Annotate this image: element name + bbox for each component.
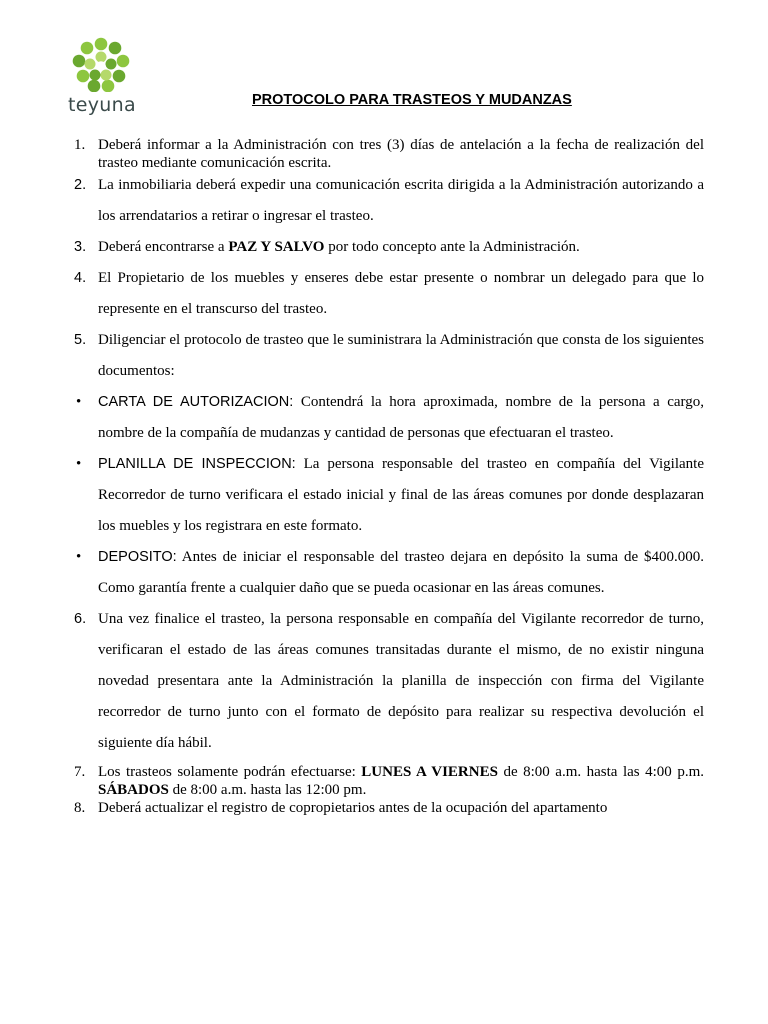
bullet-label: DEPOSITO: [98, 549, 177, 565]
item-text: El Propietario de los muebles y enseres debe estar presente o nombrar un delegado para que lo represente en el transcurso del trasteo. [98, 270, 704, 317]
bullet-label: CARTA DE AUTORIZACION: [98, 394, 294, 410]
item-text: Deberá actualizar el registro de copropietarios antes de la ocupación del apartamento [98, 800, 608, 816]
bullet-item [70, 449, 704, 542]
list-item [70, 232, 704, 263]
page-title: PROTOCOLO PARA TRASTEOS Y MUDANZAS [252, 92, 572, 108]
item-emphasis: SÁBADOS [98, 782, 169, 798]
flower-logo-icon [68, 36, 134, 92]
bullet-marker: • [76, 394, 82, 410]
bullet-label: PLANILLA DE INSPECCION: [98, 456, 296, 472]
bullet-text: Contendrá la hora aproximada, nombre de la persona a cargo, nombre de la compañía de mudanzas y cantidad de personas que efectuaran el trasteo. [98, 394, 704, 441]
item-emphasis: PAZ Y SALVO [228, 239, 325, 255]
list-item [70, 136, 704, 172]
item-text: La inmobiliaria deberá expedir una comunicación escrita dirigida a la Administración autorizando a los arrendatarios a retirar o ingresar el trasteo. [98, 177, 704, 224]
list-item [70, 604, 704, 759]
list-item [70, 170, 704, 232]
item-text: por todo concepto ante la Administración. [324, 239, 580, 255]
item-emphasis: LUNES A VIERNES [361, 764, 498, 780]
bullet-marker: • [76, 549, 82, 565]
bullet-text: La persona responsable del trasteo en compañía del Vigilante Recorredor de turno verificara el estado inicial y final de las áreas comunes por donde desplazaran los muebles y los registrara en este formato. [98, 456, 705, 534]
list-item [70, 325, 704, 387]
item-text: Deberá encontrarse a [98, 239, 229, 255]
item-number: 3. [74, 239, 87, 255]
item-number: 8. [74, 800, 86, 816]
bullet-item [70, 387, 704, 449]
list-item [70, 763, 719, 799]
bullet-marker: • [76, 456, 82, 472]
item-number: 5. [74, 332, 87, 348]
list-item [70, 263, 704, 325]
item-text: Deberá informar a la Administración con tres (3) días de antelación a la fecha de realización del trasteo mediante comunicación escrita. [98, 137, 704, 171]
item-text: de 8:00 a.m. hasta las 4:00 p.m. [497, 764, 719, 780]
teyuna-logo [68, 36, 134, 120]
item-number: 7. [74, 764, 86, 780]
bullet-text: Antes de iniciar el responsable del trasteo dejara en depósito la suma de $400.000. Como garantía frente a cualquier daño que se pueda ocasionar en las áreas comunes. [98, 549, 704, 596]
item-number: 2. [74, 177, 87, 193]
item-number: 1. [74, 137, 86, 153]
item-number: 6. [74, 611, 87, 627]
item-text: Una vez finalice el trasteo, la persona responsable en compañía del Vigilante recorredor de turno, verificaran el estado de las áreas comunes transitadas durante el mismo, de no existir ninguna novedad presentara ante la Administración la planilla de inspección con firma del Vigilante recorredor de turno junto con el formato de depósito para realizar su respectiva devolución el siguiente día hábil. [98, 611, 704, 751]
list-item [70, 799, 704, 817]
item-text: Los trasteos solamente podrán efectuarse: [98, 764, 362, 780]
bullet-item [70, 542, 704, 604]
protocol-list [70, 136, 719, 817]
item-number: 4. [74, 270, 87, 286]
item-text: Diligenciar el protocolo de trasteo que le suministrara la Administración que consta de los siguientes documentos: [98, 332, 704, 379]
item-text: de 8:00 a.m. hasta las 12:00 pm. [168, 782, 367, 798]
brand-name: teyuna [68, 94, 136, 116]
